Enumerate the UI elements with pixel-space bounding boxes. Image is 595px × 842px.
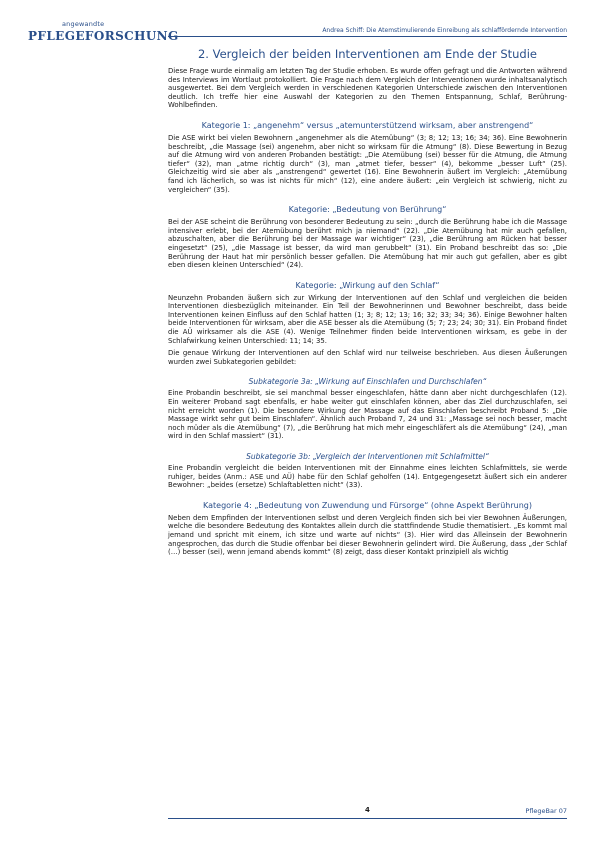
category-4-paragraph: Neben dem Empfinden der Interventionen selbst und deren Vergleich finden sich bei vier Bewohnen Äußerungen, welche die besondere Bedeutung des Kontaktes allein durch die stattfindende Studie thematisiert. „Es kommt mal jemand und spricht mit einem, ich sitze und warte auf nichts“ (3). Hier wird das Alleinsein der Bewohnerin angesprochen, das durch die Studie offenbar bei dieser Bewohnerin gelindert wird. Die Äußerung, dass „der Schlaf (…) besser (sei), wenn jemand abends kommt“ (8) zeigt, dass dieser Kontakt prinzipiell als wichtig <box>168 513 567 557</box>
page-number: 4 <box>365 806 370 814</box>
category-2-heading: Kategorie: „Bedeutung von Berührung“ <box>288 205 447 215</box>
subcategory-3a-paragraph: Eine Probandin beschreibt, sie sei manchmal besser eingeschlafen, hätte dann aber nicht durchgeschlafen (12). Ein weiterer Proband sagt ebenfalls, er habe weiter gut einschlafen können, aber das Ziel durchzuschlafen, sei nicht erreicht worden (1). Die besondere Wirkung der Massage auf das Einschlafen beschreibt Proband 5: „Die Massage wirkt sehr gut beim Einschlafen“. Ähnlich auch Proband 7, 24 und 31: „Massage sei noch besser, macht noch müder als die Atemübung“ (7), „die Berührung hat mich mehr eingeschläfert als die Atemübung“ (24), „man wird in den Schlaf massiert“ (31). <box>168 389 567 441</box>
journal-logo: PFLEGEFORSCHUNG <box>28 29 179 43</box>
footer-rule <box>168 818 567 819</box>
category-1-paragraph: Die ASE wirkt bei vielen Bewohnern „angenehmer als die Atemübung“ (3; 8; 12; 13; 16; 34; 36). Eine Bewohnerin beschreibt, „die Massage (sei) angenehm, aber nicht so wirksam für die Atmung“ (8). Diese Bewertung in Bezug auf die Atmung wird von anderen Probanden bestätigt: „Die Atemübung (sei) besser für die Atmung, die Atmung tiefer“ (32), man „atme richtig durch“ (3), man „atmet tiefer, besser“ (4), bekomme „besser Luft“ (25). Gleichzeitig wird sie aber als „anstrengend“ gewertet (16). Eine Bewohnerin äußert im Vergleich: „Atemübung fand ich lächerlich, so was ist nichts für mich“ (12), eine andere äußert: „ein Vergleich ist schwierig, nicht zu vergleichen“ (35). <box>168 133 567 194</box>
subcategory-3b-paragraph: Eine Probandin vergleicht die beiden Interventionen mit der Einnahme eines leichten Schlafmittels, sie werde ruhiger, beides (Anm.: ASE und AÜ) habe für den Schlaf geholfen (14). Entgegengesetzt äußert sich ein anderer Bewohner: „beides (ersetze) Schlaftabletten nicht“ (33). <box>168 464 567 490</box>
logo-subtitle: angewandte <box>62 20 105 28</box>
article-body <box>168 47 567 561</box>
section-title: 2. Vergleich der beiden Interventionen am Ende der Studie <box>197 47 537 61</box>
category-4-heading: Kategorie 4: „Bedeutung von Zuwendung und Fürsorge“ (ohne Aspekt Berührung) <box>203 500 532 510</box>
intro-paragraph: Diese Frage wurde einmalig am letzten Tag der Studie erhoben. Es wurde offen gefragt und die Antworten während des Interviews im Wortlaut protokolliert. Die Frage nach dem Vergleich der Interventionen wurde inhaltsanalytisch ausgewertet. Bei dem Vergleich werden in verschiedenen Kategorien Unterschiede zwischen den Interventionen deutlich. Ich treffe hier eine Auswahl der Kategorien zu den Themen Entspannung, Schlaf, Berührung-Wohlbefinden. <box>168 67 567 110</box>
category-2-paragraph: Bei der ASE scheint die Berührung von besonderer Bedeutung zu sein: „durch die Berührung habe ich die Massage intensiver erlebt, bei der Atemübung berührt mich ja niemand“ (22). „Die Atemübung hat mir auch gefallen, abzuschalten, aber die Berührung bei der Massage war wichtiger“ (23), „die Berührung am Rücken hat besser eingesetzt“ (25), „die Massage ist besser, da wird man gerubbelt“ (31). Ein Proband beschreibt das so: „Die Berührung der Haut hat mir persönlich besser gefallen. Die Atemübung hat mir auch gut gefallen, aber es gibt eben diesen kleinen Unterschied“ (24). <box>168 218 567 270</box>
category-1-heading: Kategorie 1: „angenehm“ versus „atemunterstützend wirksam, aber anstrengend“ <box>201 120 534 130</box>
category-3-paragraph-2: Die genaue Wirkung der Interventionen auf den Schlaf wird nur teilweise beschrieben. Aus diesen Äußerungen wurden zwei Subkategorien gebildet: <box>168 349 567 366</box>
subcategory-3a-heading: Subkategorie 3a: „Wirkung auf Einschlafen und Durchschlafen“ <box>248 377 487 387</box>
footer-brand: PflegeBar 07 <box>525 807 567 815</box>
category-3-heading: Kategorie: „Wirkung auf den Schlaf“ <box>295 280 440 290</box>
subcategory-3b-heading: Subkategorie 3b: „Vergleich der Interventionen mit Schlafmittel“ <box>246 452 489 461</box>
page-header <box>0 0 595 46</box>
header-rule <box>168 36 567 37</box>
running-title: Andrea Schiff: Die Atemstimulierende Einreibung als schlaffördernde Intervention <box>322 27 567 34</box>
category-3-paragraph: Neunzehn Probanden äußern sich zur Wirkung der Interventionen auf den Schlaf und vergleichen die beiden Interventionen diesbezüglich miteinander. Ein Teil der Bewohnerinnen und Bewohner beschreibt, dass beide Interventionen keinen Einfluss auf den Schlaf hatten (1; 3; 8; 12; 13; 16; 32; 33; 34; 36). Einige Bewohner halten beide Interventionen für wirksam, aber die ASE besser als die Atemübung (5; 7; 23; 24; 30; 31). Ein Proband findet die AÜ wirksamer als die ASE (4). Wenige Teilnehmer finden beide Interventionen wirksam, es gebe in der Schlafwirkung keinen Unterschied: 11; 14; 35. <box>168 293 567 345</box>
